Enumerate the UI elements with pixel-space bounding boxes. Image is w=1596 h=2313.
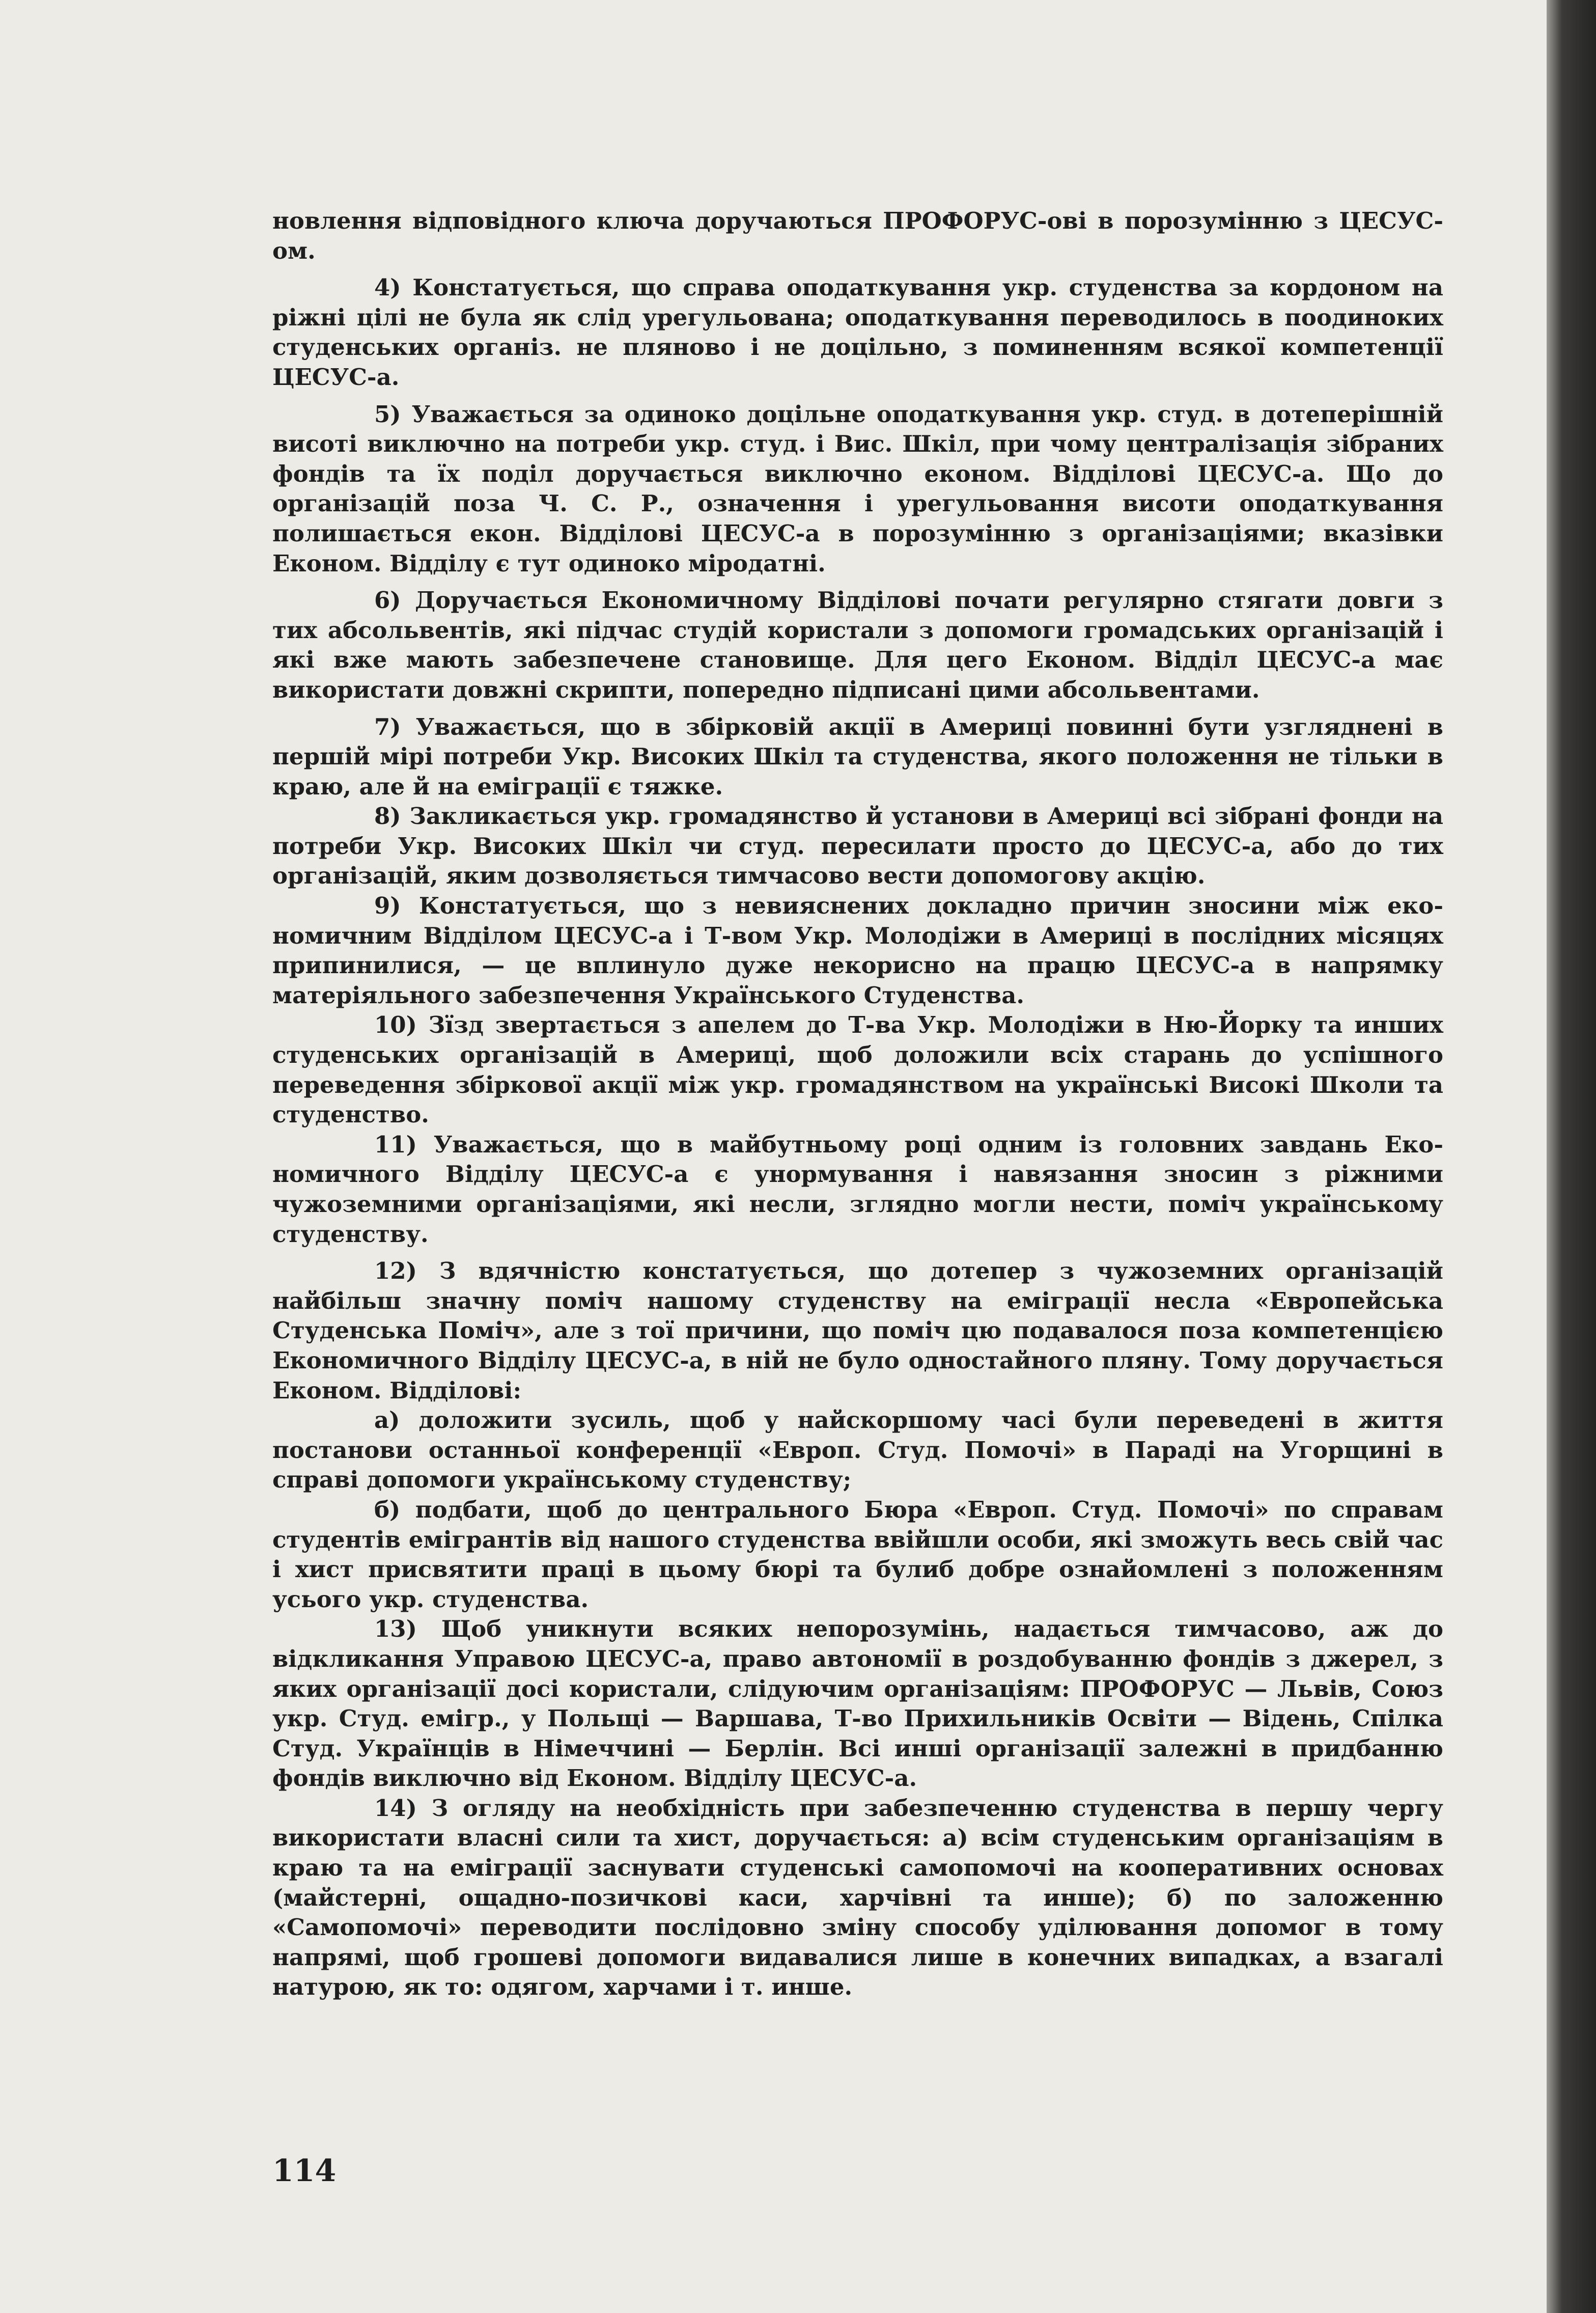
paragraph-item-12a: а) доложити зусиль, щоб у найскоршому часі були переведені в життя постанови останньої конференції «Европ. Студ. Помочі» в Параді на Угорщині в справі допомоги українському студенству; (272, 1407, 1443, 1494)
paragraph-item-9: 9) Констатується, що з невияснених докладно причин зносини між економичним Відділом ЦЕСУС-а і Т-вом Укр. Молодіжи в Америці в послідних місяцях припинилися, — це вплинуло дуже некорисно на працю ЦЕСУС-а в напрямку матеріяльного забезпечення Українського Студенства. (272, 892, 1443, 1009)
paragraph-item-14: 14) З огляду на необхідність при забезпеченню студенства в першу чергу використати власні сили та хист, доручається: а) всім студенським організаціям в краю та на еміграції заснувати студенські самопомочі на кооперативних основах (майстерні, ощадно-позичкові каси, харчівні та инше); б) по заложенню «Самопомочі» переводити послідовно зміну способу уділювання допомог в тому напрямі, щоб грошеві допомоги видавалися лише в конечних випадках, а взагалі натурою, як то: одягом, харчами і т. инше. (272, 1794, 1443, 2001)
paragraph-item-10: 10) Зїзд звертається з апелем до Т-ва Укр. Молодіжи в Ню-Йорку та инших студенських організацій в Америці, щоб доложили всіх старань до успішного переведення збіркової акції між укр. громадянством на українські Високі Школи та студенство. (272, 1011, 1443, 1128)
paragraph-continuation: новлення відповідного ключа доручаються ПРОФОРУС-ові в порозумінню з ЦЕСУС-ом. (272, 207, 1443, 264)
page-number: 114 (272, 2153, 337, 2189)
paragraph-item-8: 8) Закликається укр. громадянство й установи в Америці всі зібрані фонди на потреби Укр. Високих Шкіл чи студ. пересилати просто до ЦЕСУС-а, або до тих організацій, яким дозволяється тимчасово вести допомогову акцію. (272, 803, 1443, 890)
paragraph-item-5: 5) Уважається за одиноко доцільне оподаткування укр. студ. в дотеперішній висоті виключно на потреби укр. студ. і Вис. Шкіл, при чому централізація зібраних фондів та їх поділ доручається виключно економ. Відділові ЦЕСУС-а. Що до організацій поза Ч. С. Р., означення і урегульовання висоти оподаткування полишається екон. Відділові ЦЕСУС-а в порозумінню з організаціями; вказівки Економ. Відділу є тут одиноко міродатні. (272, 400, 1443, 577)
paragraph-item-11: 11) Уважається, що в майбутньому році одним із головних завдань Економичного Відділу ЦЕСУС-а є унормування і навязання зносин з ріжними чужоземними організаціями, які несли, зглядно могли нести, поміч українському студенству. (272, 1131, 1443, 1248)
book-spine-edge (1547, 0, 1596, 2313)
paragraph-item-7: 7) Уважається, що в збірковій акції в Америці повинні бути узгляднені в першій мірі потреби Укр. Високих Шкіл та студенства, якого положення не тільки в краю, але й на еміграції є тяжке. (272, 713, 1443, 800)
paragraph-item-6: 6) Доручається Економичному Відділові почати регулярно стягати довги з тих абсольвентів, які підчас студій користали з допомоги громадських організацій і які вже мають забезпечене становище. Для цего Економ. Відділ ЦЕСУС-а має використати довжні скрипти, попередно підписані цими абсольвентами. (272, 587, 1443, 703)
paragraph-item-12: 12) З вдячністю констатується, що дотепер з чужоземних організацій найбільш значну поміч нашому студенству на еміграції несла «Европейська Студенська Поміч», але з тої причини, що поміч цю подавалося поза компетенцією Економичного Відділу ЦЕСУС-а, в ній не було одностайного пляну. Тому доручається Економ. Відділові: (272, 1257, 1443, 1404)
paragraph-item-4: 4) Констатується, що справа оподаткування укр. студенства за кордоном на ріжні цілі не була як слід урегульована; оподаткування переводилось в поодиноких студенських організ. не пляново і не доцільно, з поминенням всякої компетенції ЦЕСУС-а. (272, 274, 1443, 391)
body-text (272, 206, 1443, 2002)
paragraph-item-12b: б) подбати, щоб до центрального Бюра «Европ. Студ. Помочі» по справам студентів емігрантів від нашого студенства ввійшли особи, які зможуть весь свій час і хист присвятити праці в цьому бюрі та булиб добре ознайомлені з положенням усього укр. студенства. (272, 1496, 1443, 1613)
paragraph-item-13: 13) Щоб уникнути всяких непорозумінь, надається тимчасово, аж до відкликання Управою ЦЕСУС-а, право автономії в роздобуванню фондів з джерел, з яких організації досі користали, слідуючим організаціям: ПРОФОРУС — Львів, Союз укр. Студ. емігр., у Польщі — Варшава, Т-во Прихильників Освіти — Відень, Спілка Студ. Українців в Німеччині — Берлін. Всі инші організації залежні в придбанню фондів виключно від Економ. Відділу ЦЕСУС-а. (272, 1615, 1443, 1792)
